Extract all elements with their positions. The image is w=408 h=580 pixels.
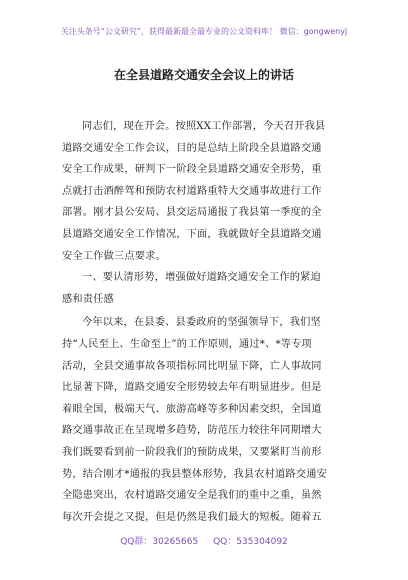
section-heading: 一、要认清形势，增强做好道路交通安全工作的紧迫 [82, 272, 321, 284]
body-line: 我们既要看到前一阶段我们的预防成果，又要紧盯当前形 [62, 446, 322, 458]
body-line: 安全工作成果，研判下一阶段全县道路交通安全形势，重 [62, 164, 322, 176]
body-line: 持“人民至上、生命至上”的工作原则，通过*、*等专项 [62, 338, 312, 350]
body-line: 势，结合刚才*通报的我县整体形势，我县农村道路交通安 [62, 468, 327, 480]
promo-header: 关注头条号“公文研究”，获得最新最全最专业的公文资料库！ 微信：gongwenyj [60, 27, 348, 36]
document-body [62, 116, 372, 528]
contact-footer [0, 534, 408, 547]
body-line: 活动，全县交通事故各项指标同比明显下降，亡人事故同 [62, 360, 322, 372]
document-title: 在全县道路交通安全会议上的讲话 [113, 68, 294, 82]
body-line: 点就打击酒醉驾和预防农村道路重特大交通事故进行工作 [62, 185, 322, 197]
body-line: 今年以来，在县委、县委政府的坚强领导下，我们坚 [82, 317, 321, 329]
body-line: 每次开会提之又提，但是仍然是我们最大的短板。随着五 [62, 511, 322, 523]
body-line: 县道路交通安全工作情况，下面，我就做好全县道路交通 [62, 228, 322, 240]
body-line: 着眼全国，极端天气、旅游高峰等多种因素交织，全国道 [62, 403, 322, 415]
body-line: 全隐患突出，农村道路交通安全是我们的重中之重，虽然 [62, 490, 322, 502]
qq-number: QQ：535304092 [213, 537, 288, 547]
body-line: 道路交通安全工作会议，目的是总结上阶段全县道路交通 [62, 142, 322, 154]
body-line: 比显著下降，道路交通安全形势较去年有明显进步。但是 [62, 382, 322, 394]
body-line: 部署。刚才县公安局、县交运局通报了我县第一季度的全 [62, 207, 322, 219]
body-line: 安全工作做三点要求。 [62, 250, 166, 262]
body-line: 路交通事故正在呈现增多趋势，防范压力较往年同期增大 [62, 425, 322, 437]
section-heading: 感和责任感 [62, 293, 114, 305]
qq-group-number: QQ群：30265665 [120, 537, 199, 547]
body-line: 同志们，现在开会。按照XX工作部署，今天召开我县 [82, 121, 326, 132]
